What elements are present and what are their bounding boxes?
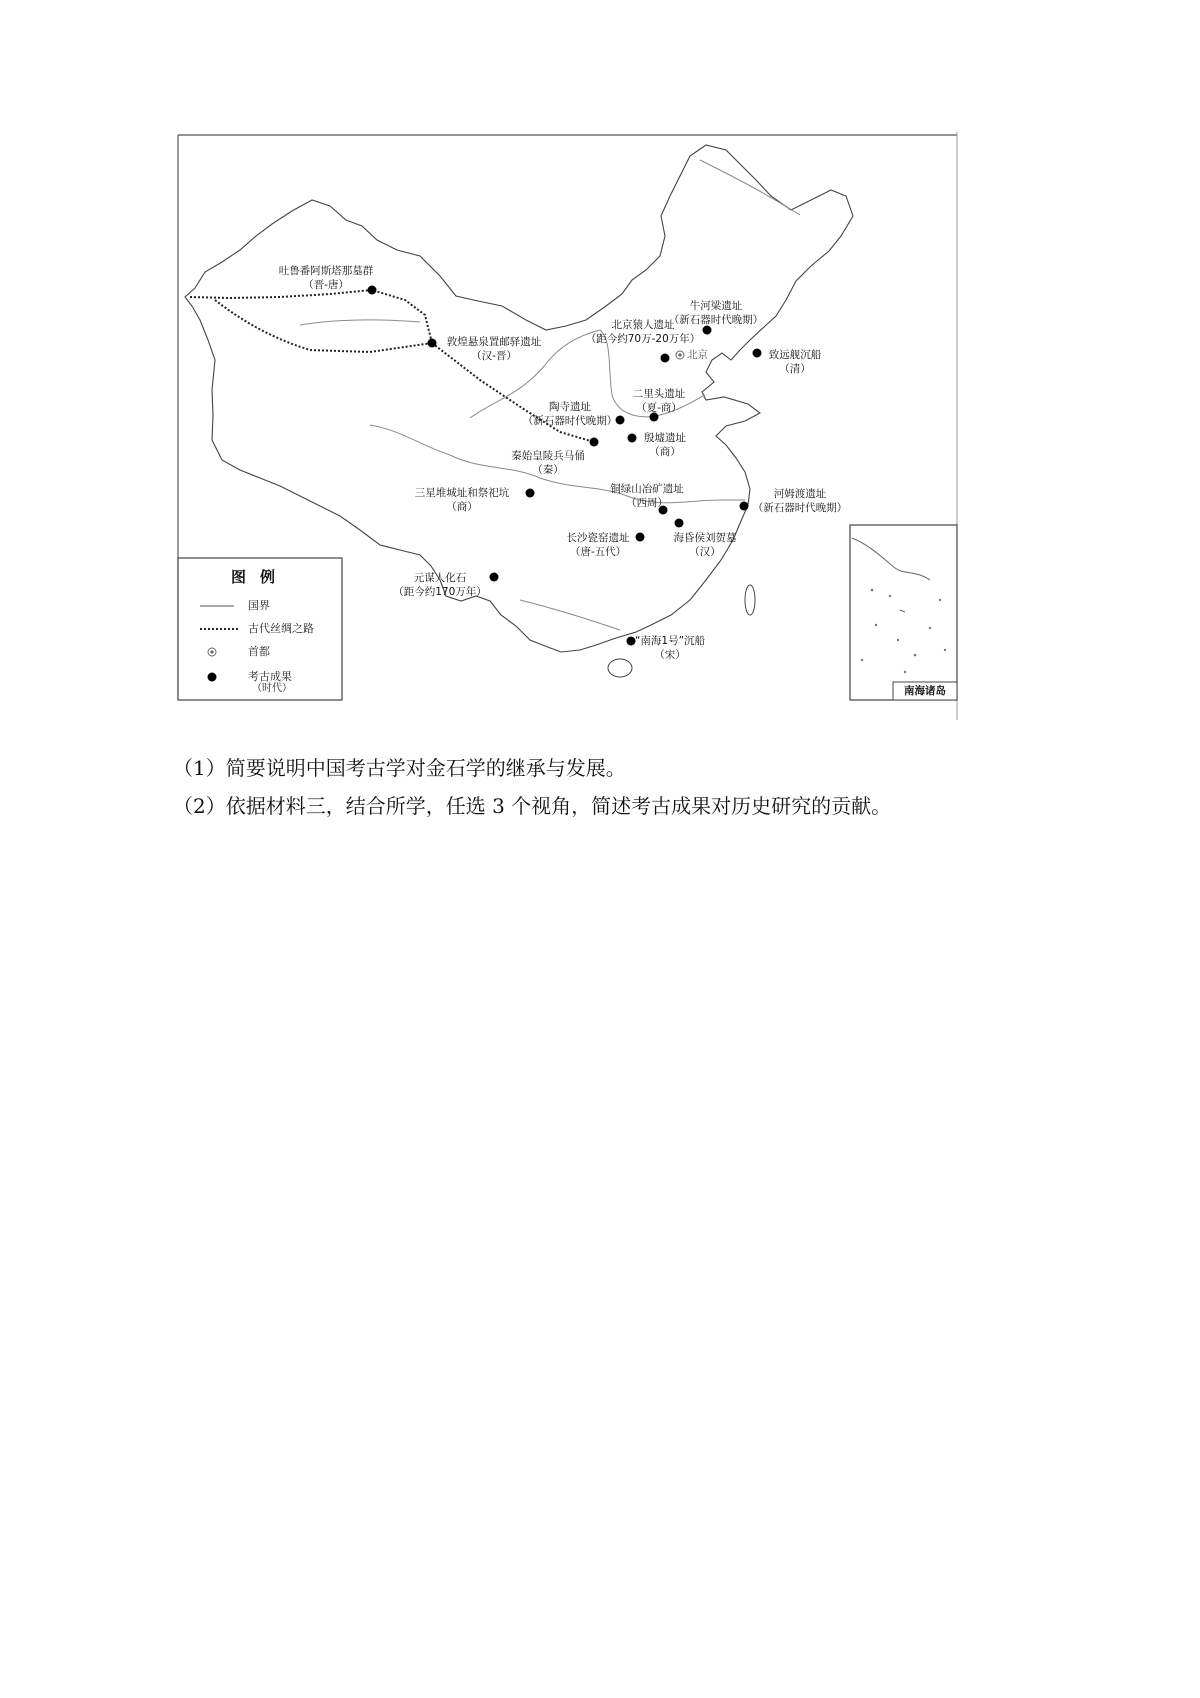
legend-title: 图例 (230, 568, 289, 586)
site-dot-yinxu (628, 434, 637, 443)
site-label-haihunhou (674, 531, 737, 559)
site-dot-sanxingdui (526, 489, 535, 498)
site-dot-haihunhou (675, 519, 684, 528)
site-label-yuanmou (393, 571, 487, 599)
site-label-niuheliang (669, 299, 764, 327)
pearl-river (520, 600, 620, 630)
site-label-erlitou (633, 387, 686, 415)
site-label-nanhai-one (635, 634, 705, 662)
site-name: 北京猿人遗址 (611, 319, 675, 331)
site-name: “南海1号”沉船 (634, 635, 706, 647)
site-period: （新石器时代晚期） (522, 415, 618, 427)
site-period: （清） (779, 363, 811, 375)
legend-label-border: 国界 (248, 599, 270, 612)
site-label-yinxu (644, 431, 686, 459)
heilong-river (700, 160, 800, 215)
site-label-sanxingdui (415, 486, 510, 514)
site-dot-hemudu (740, 502, 749, 511)
capital-symbol-icon (676, 351, 684, 359)
site-name: 铜绿山冶矿遗址 (610, 483, 684, 495)
site-period: （晋-唐） (303, 279, 349, 291)
legend-label-site-period: （时代） (252, 683, 292, 694)
site-period: （夏-商） (636, 402, 682, 414)
site-dot-yuanmou (490, 573, 499, 582)
site-name: 殷墟遗址 (644, 432, 686, 444)
site-label-turpan (279, 264, 374, 292)
taiwan-island (745, 585, 755, 615)
site-period: （新石器时代晚期） (668, 314, 764, 326)
legend-label-silk-road: 古代丝绸之路 (248, 622, 314, 635)
silk-road-north-branch (190, 290, 432, 343)
site-label-tonglushan (610, 482, 684, 510)
site-period: （商） (446, 501, 478, 513)
site-label-terracotta (511, 449, 585, 477)
site-label-changsha (567, 531, 630, 559)
site-period: （宋） (654, 649, 686, 661)
capital-label: 北京 (687, 349, 708, 361)
site-name: 长沙瓷窑遗址 (566, 532, 630, 544)
hainan-island (608, 659, 632, 677)
site-name: 致远舰沉船 (768, 349, 822, 361)
site-dot-dunhuang (428, 339, 437, 348)
inset-box (850, 525, 957, 700)
site-name: 海昏侯刘贺墓 (673, 532, 737, 544)
site-label-taosi (523, 400, 618, 428)
site-name: 牛河梁遗址 (689, 300, 743, 312)
site-dot-peking-man (661, 354, 670, 363)
site-period: （秦） (532, 464, 564, 476)
site-period: （西周） (626, 497, 668, 509)
site-dot-terracotta (590, 438, 599, 447)
site-label-dunhuang (447, 335, 542, 363)
site-period: （唐-五代） (569, 546, 627, 558)
tarim-river (300, 320, 420, 325)
site-name: 元谋人化石 (413, 572, 467, 584)
site-period: （距今约70万-20万年） (585, 333, 701, 345)
legend-label-capital: 首都 (248, 645, 270, 658)
question-2: （2）依据材料三，结合所学，任选 3 个视角，简述考古成果对历史研究的贡献。 (173, 794, 892, 818)
site-period: （距今约170万年） (393, 586, 487, 598)
question-1: （1）简要说明中国考古学对金石学的继承与发展。 (173, 756, 626, 780)
site-label-hemudu (753, 487, 848, 515)
site-name: 三星堆城址和祭祀坑 (414, 487, 510, 499)
legend-site-dot-icon (208, 673, 217, 682)
site-label-zhiyuan (769, 348, 822, 376)
site-name: 陶寺遗址 (549, 401, 591, 413)
site-name: 吐鲁番阿斯塔那墓群 (278, 265, 374, 277)
site-period: （商） (649, 446, 681, 458)
site-name: 二里头遗址 (632, 388, 686, 400)
site-name: 敦煌悬泉置邮驿遗址 (446, 336, 542, 348)
rivers (300, 160, 800, 630)
china-map (0, 0, 1200, 730)
site-dot-changsha (636, 533, 645, 542)
site-period: （汉） (689, 546, 721, 558)
legend-label-site: 考古成果 (248, 670, 292, 683)
site-name: 秦始皇陵兵马俑 (511, 450, 585, 462)
site-name: 河姆渡遗址 (773, 488, 827, 500)
inset-label: 南海诸岛 (904, 685, 946, 697)
site-period: （新石器时代晚期） (752, 502, 848, 514)
site-dot-zhiyuan (753, 349, 762, 358)
site-period: （汉-晋） (471, 350, 517, 362)
silk-road-south-branch (215, 300, 432, 352)
